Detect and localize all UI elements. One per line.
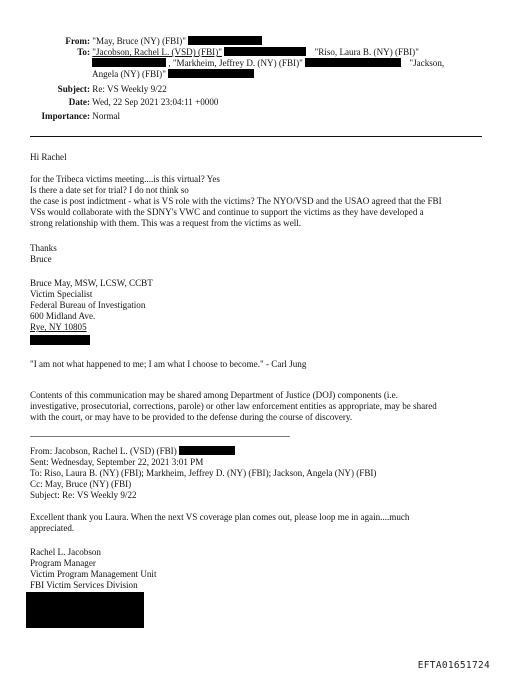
disclaimer-line: with the court, or may have to be provided to the defense during the course of discovery. [30, 412, 353, 422]
header-importance-row [30, 111, 120, 122]
signature-redaction [30, 335, 90, 347]
redaction-box [92, 58, 166, 67]
from-label: From: [65, 36, 90, 46]
closing-name: Bruce [30, 254, 52, 264]
signature-line: Bruce May, MSW, LCSW, CCBT [30, 278, 153, 288]
reply-line: strong relationship with them. This was a request from the victims as well. [30, 218, 302, 228]
header-date-row [30, 97, 218, 108]
redaction-box [30, 335, 90, 345]
quoted-subject: Subject: Re: VS Weekly 9/22 [30, 490, 137, 500]
reply-line: for the Tribeca victims meeting....is this virtual? Yes [30, 174, 220, 184]
quoted-sent: Sent: Wednesday, September 22, 2021 3:01 PM [30, 457, 204, 467]
redaction-box [305, 58, 401, 67]
quoted-from-row [30, 446, 235, 457]
to-recipient-markheim: , "Markheim, Jeffrey D. (NY) (FBI)" [168, 58, 303, 68]
quoted-signature-redaction [26, 592, 144, 628]
from-value: "May, Bruce (NY) (FBI)" [92, 36, 186, 46]
reply-line: VSs would collaborate with the SDNY's VWC and continue to support the victims as they have developed a [30, 207, 424, 217]
date-label: Date: [68, 97, 90, 107]
quoted-message-line: appreciated. [30, 523, 75, 533]
disclaimer [30, 390, 485, 423]
header-to-row [30, 47, 419, 58]
signature-line: Federal Bureau of Investigation [30, 300, 146, 310]
quoted-from: From: Jacobson, Rachel L. (VSD) (FBI) [30, 446, 177, 456]
date-value: Wed, 22 Sep 2021 23:04:11 +0000 [92, 97, 219, 107]
signature-line: Rye, NY 10805 [30, 322, 87, 332]
disclaimer-line: Contents of this communication may be shared among Department of Justice (DOJ) components (i.e. [30, 390, 398, 400]
subject-label: Subject: [57, 84, 90, 94]
to-recipient-riso: "Riso, Laura B. (NY) (FBI)" [314, 47, 419, 57]
importance-value: Normal [92, 111, 121, 121]
redaction-box [188, 36, 262, 45]
quoted-cc: Cc: May, Bruce (NY) (FBI) [30, 479, 132, 489]
closing [30, 243, 485, 265]
signature-quote: "I am not what happened to me; I am what I choose to become." - Carl Jung [30, 359, 307, 369]
header-divider [30, 136, 482, 137]
document-id: EFTA01651724 [417, 660, 490, 671]
quoted-header [30, 457, 485, 501]
reply-paragraph [30, 174, 485, 229]
quoted-message [30, 512, 485, 534]
signature-line: 600 Midland Ave. [30, 311, 96, 321]
header-from-row [30, 36, 262, 47]
subject-value: Re: VS Weekly 9/22 [92, 84, 167, 94]
quoted-signature-line: FBI Victim Services Division [30, 580, 138, 590]
header-subject-row [30, 84, 167, 95]
quoted-to: To: Riso, Laura B. (NY) (FBI); Markheim, Jeffrey D. (NY) (FBI); Jackson, Angela (NY) (FBI) [30, 468, 377, 478]
to-recipient-jacobson: "Jacobson, Rachel L. (VSD) (FBI)" [92, 47, 222, 57]
header-to-row-2 [92, 58, 444, 69]
quoted-divider [30, 436, 290, 437]
greeting: Hi Rachel [30, 152, 67, 162]
header-to-row-3 [92, 69, 254, 80]
redaction-box [224, 47, 306, 56]
to-recipient-jackson-first: "Jackson, [409, 58, 445, 68]
redaction-box [168, 69, 254, 78]
to-label: To: [77, 47, 90, 57]
quoted-signature [30, 547, 485, 591]
sender-signature [30, 278, 485, 333]
reply-line: Is there a date set for trial? I do not think so [30, 185, 189, 195]
disclaimer-line: investigative, prosecutorial, corrections, parole) or other law enforcement entities as appropriate, may be shared [30, 401, 437, 411]
redaction-box [179, 446, 235, 455]
closing-thanks: Thanks [30, 243, 57, 253]
quoted-signature-line: Victim Program Management Unit [30, 569, 157, 579]
importance-label: Importance: [41, 111, 90, 121]
quoted-signature-line: Program Manager [30, 558, 96, 568]
quoted-message-line: Excellent thank you Laura. When the next VS coverage plan comes out, please loop me in again....much [30, 512, 410, 522]
reply-line: the case is post indictment - what is VS role with the victims? The NYO/VSD and the USAO agreed that the FBI [30, 196, 442, 206]
quoted-signature-line: Rachel L. Jacobson [30, 547, 101, 557]
to-recipient-jackson-last: Angela (NY) (FBI)" [92, 69, 166, 79]
redaction-box [26, 592, 144, 628]
signature-line: Victim Specialist [30, 289, 93, 299]
